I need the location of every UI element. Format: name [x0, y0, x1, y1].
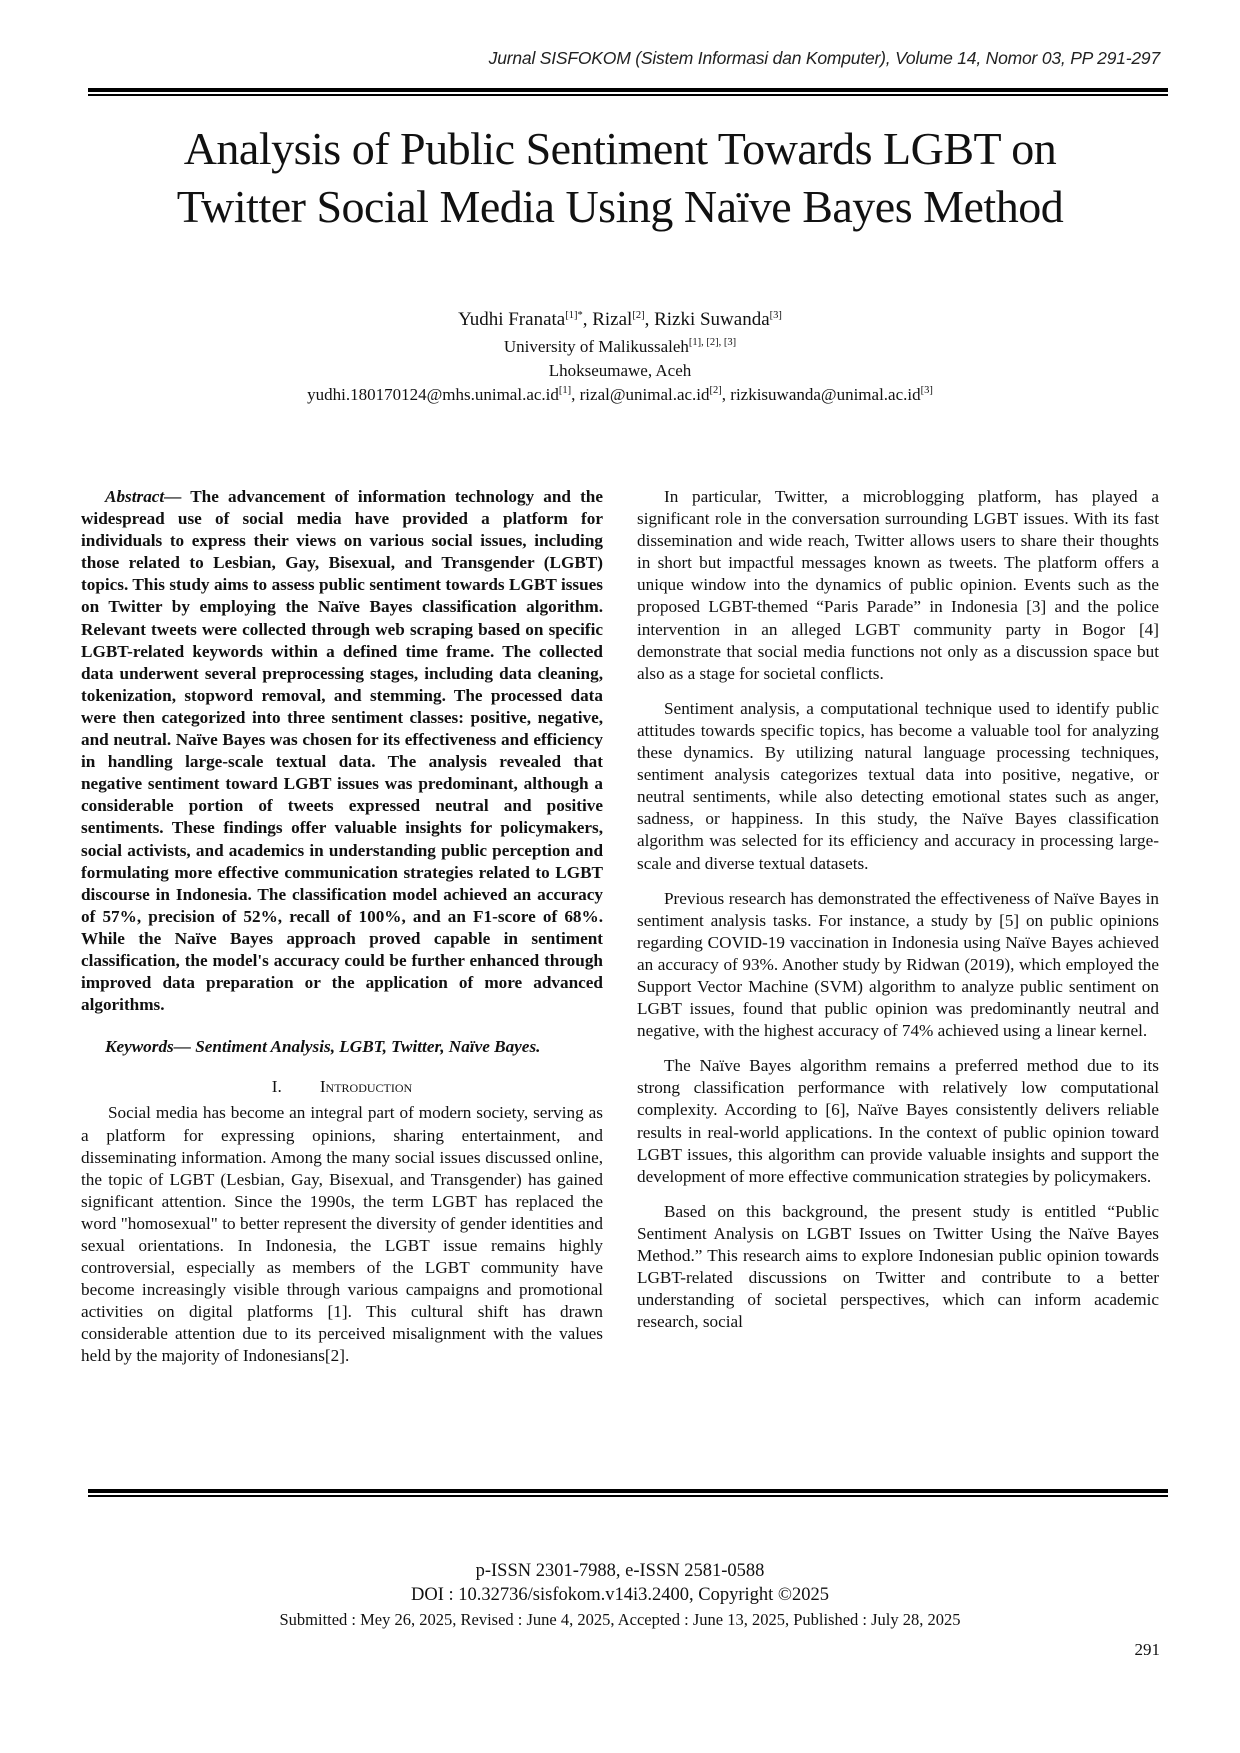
university-ref: [1], [2], [3] [688, 337, 737, 348]
abstract [81, 486, 603, 1016]
running-head: Jurnal SISFOKOM (Sistem Informasi dan Komputer), Volume 14, Nomor 03, PP 291-297 [488, 48, 1160, 68]
footer-rule [88, 1489, 1168, 1497]
university-name: University of Malikussaleh [503, 337, 689, 356]
email-ref: [1] [558, 385, 572, 396]
affiliation [0, 336, 1240, 358]
author-affiliation-ref: [2] [632, 310, 645, 321]
title-line-2: Twitter Social Media Using Naïve Bayes Method [176, 181, 1064, 232]
keywords-text: Sentiment Analysis, LGBT, Twitter, Naïve Bayes. [195, 1037, 541, 1057]
section-number: I. [271, 1077, 282, 1097]
author-name: Rizal [592, 309, 633, 330]
author-emails: yudhi.180170124@mhs.unimal.ac.id[1], rizal@unimal.ac.id[2], rizkisuwanda@unimal.ac.id[3] [307, 385, 933, 404]
paper-title [80, 120, 1160, 236]
keywords [81, 1036, 603, 1058]
abstract-label: Abstract— [105, 487, 182, 506]
email-link[interactable]: rizkisuwanda@unimal.ac.id [730, 385, 921, 404]
author-affiliation-ref: [1]* [565, 310, 583, 321]
author-affiliation-ref: [3] [769, 310, 782, 321]
header-rule [88, 88, 1168, 96]
author-list: Yudhi Franata$^{[1]*}$, Rizal[2], Rizki Suwanda[3] [458, 309, 782, 330]
body-paragraph: In particular, Twitter, a microblogging platform, has played a significant role in the conversation surrounding LGBT issues. With its fast dissemination and wide reach, Twitter allows users to share their thoughts in short but impactful messages known as tweets. The platform offers a unique window into the dynamics of public opinion. Events such as the proposed LGBT-themed “Paris Parade” in Indonesia [3] and the police intervention in an alleged LGBT community party in Bogor [4] demonstrate that social media functions not only as a discussion space but also as a stage for societal conflicts. [637, 487, 1159, 683]
body-paragraph: Based on this background, the present study is entitled “Public Sentiment Analysis on LGBT Issues on Twitter Using the Naïve Bayes Method.” This research aims to explore Indonesian public opinion towards LGBT-related discussions on Twitter and contribute to a better understanding of societal perspectives, which can inform academic research, social [637, 1201, 1159, 1332]
body-paragraph: The Naïve Bayes algorithm remains a preferred method due to its strong classification performance with relatively low computational complexity. According to [6], Naïve Bayes consistently delivers reliable results in real-world applications. In the context of public opinion toward LGBT issues, this algorithm can provide valuable insights and support the development of more effective communication strategies by policymakers. [637, 1056, 1159, 1186]
right-column [637, 486, 1159, 1346]
email-ref: [3] [920, 385, 933, 396]
title-line-1: Analysis of Public Sentiment Towards LGBT on [183, 123, 1057, 174]
section-title: Introduction [319, 1077, 413, 1097]
keywords-label: Keywords— [105, 1037, 191, 1057]
left-column [81, 486, 603, 1381]
footer-issn: p-ISSN 2301-7988, e-ISSN 2581-0588 [475, 1561, 765, 1581]
email-link[interactable]: yudhi.180170124@mhs.unimal.ac.id [307, 385, 559, 404]
section-heading-introduction [81, 1076, 603, 1098]
body-paragraph: Social media has become an integral part of modern society, serving as a platform for expressing opinions, sharing entertainment, and disseminating information. Among the many social issues discussed online, the topic of LGBT (Lesbian, Gay, Bisexual, and Transgender) has gained significant attention. Since the 1990s, the term LGBT has replaced the word "homosexual" to better represent the diversity of gender identities and sexual orientations. In Indonesia, the LGBT issue remains highly controversial, especially as members of the LGBT community have become increasingly visible through various campaigns and promotional activities on digital platforms [1]. This cultural shift has drawn considerable attention due to its perceived misalignment with the values held by the majority of Indonesians[2]. [81, 1103, 603, 1366]
author-name: Yudhi Franata [458, 309, 566, 330]
body-paragraph: Previous research has demonstrated the effectiveness of Naïve Bayes in sentiment analysis tasks. For instance, a study by [5] on public opinions regarding COVID-19 vaccination in Indonesia using Naïve Bayes achieved an accuracy of 93%. Another study by Ridwan (2019), which employed the Support Vector Machine (SVM) algorithm to analyze public sentiment on LGBT issues, found that public opinion was predominantly neutral and negative, with the highest accuracy of 74% achieved using a linear kernel. [637, 888, 1159, 1041]
email-link[interactable]: rizal@unimal.ac.id [579, 385, 710, 404]
email-ref: [2] [709, 385, 722, 396]
body-paragraph: Sentiment analysis, a computational technique used to identify public attitudes towards specific topics, has become a valuable tool for analyzing these dynamics. By utilizing natural language processing techniques, sentiment analysis categorizes textual data into positive, negative, or neutral sentiments, while also detecting emotional states such as anger, sadness, or happiness. In this study, the Naïve Bayes classification algorithm was selected for its efficiency and accuracy in processing large-scale and diverse textual datasets. [637, 698, 1159, 873]
affiliation-city: Lhokseumawe, Aceh [548, 361, 692, 380]
footer-doi: DOI : 10.32736/sisfokom.v14i3.2400, Copyright ©2025 [411, 1585, 829, 1605]
page-number: 291 [1134, 1640, 1160, 1659]
footer-dates: Submitted : Mey 26, 2025, Revised : June 4, 2025, Accepted : June 13, 2025, Published : July 28, 2025 [279, 1610, 961, 1629]
author-name: Rizki Suwanda [654, 309, 770, 330]
abstract-text: The advancement of information technology and the widespread use of social media have provided a platform for individuals to express their views on various social issues, including those related to Lesbian, Gay, Bisexual, and Transgender (LGBT) topics. This study aims to assess public sentiment towards LGBT issues on Twitter by employing the Naïve Bayes classification algorithm. Relevant tweets were collected through web scraping based on specific LGBT-related keywords within a defined time frame. The collected data underwent several preprocessing stages, including data cleaning, tokenization, stopword removal, and stemming. The processed data were then categorized into three sentiment classes: positive, negative, and neutral. Naïve Bayes was chosen for its effectiveness and efficiency in handling large-scale textual data. The analysis revealed that negative sentiment toward LGBT issues was predominant, although a considerable portion of tweets expressed neutral and positive sentiments. These findings offer valuable insights for policymakers, social activists, and academics in understanding public perception and formulating more effective communication strategies related to LGBT discourse in Indonesia. The classification model achieved an accuracy of 57%, precision of 52%, recall of 100%, and an F1-score of 68%. While the Naïve Bayes approach proved capable in sentiment classification, the model's accuracy could be further enhanced through improved data preparation or the application of more advanced algorithms. [81, 487, 603, 1015]
